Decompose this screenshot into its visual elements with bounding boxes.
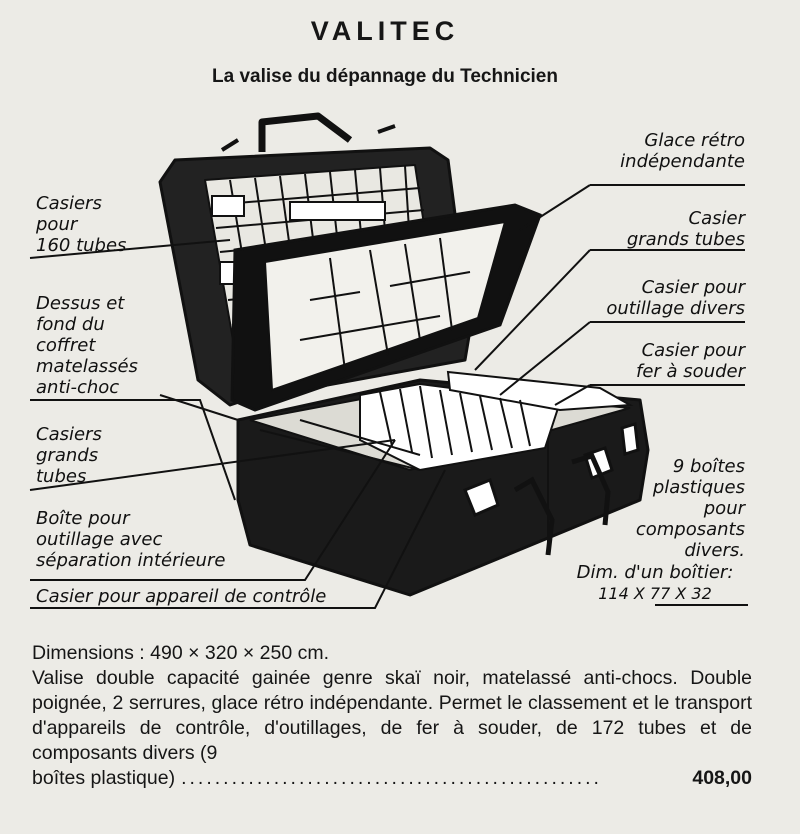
- label-casiers-160: Casiers pour 160 tubes: [36, 193, 127, 256]
- brand-title: VALITEC: [310, 16, 460, 46]
- label-dessus: Dessus et fond du coffret matelassés anti-choc: [36, 293, 138, 398]
- product-description: [32, 641, 752, 791]
- label-casier-outillage: Casier pour outillage divers: [606, 277, 745, 319]
- label-dim-boitier: Dim. d'un boîtier: 114 X 77 X 32: [576, 562, 734, 603]
- label-casier-fer: Casier pour fer à souder: [636, 340, 745, 382]
- dimensions-line: Dimensions : 490 × 320 × 250 cm.: [32, 642, 330, 664]
- label-boites: 9 boîtes plastiques pour composants divers.: [635, 456, 745, 561]
- label-boite-outillage: Boîte pour outillage avec séparation intérieure: [36, 508, 226, 571]
- price-line: [32, 766, 752, 791]
- label-casiers-grands: Casiers grands tubes: [36, 424, 102, 487]
- label-glace: Glace rétro indépendante: [620, 130, 745, 172]
- description-paragraph: Valise double capacité gainée genre skaï noir, matelassé anti-chocs. Double poignée, 2 serrures, glace rétro indépendante. Permet le classement et le transport d'appareils de contrôle, d'outillages, de fer à souder, de 172 tubes et de composants divers (9: [32, 667, 752, 764]
- label-casier-appareil: Casier pour appareil de contrôle: [36, 586, 327, 607]
- last-line-text: boîtes plastique): [32, 767, 176, 789]
- label-casier-grands-tubes: Casier grands tubes: [626, 208, 745, 250]
- product-subtitle: La valise du dépannage du Technicien: [212, 66, 558, 87]
- handle-icon: [262, 116, 350, 152]
- dot-leader: ..................................................: [181, 767, 602, 789]
- price: 408,00: [692, 767, 752, 789]
